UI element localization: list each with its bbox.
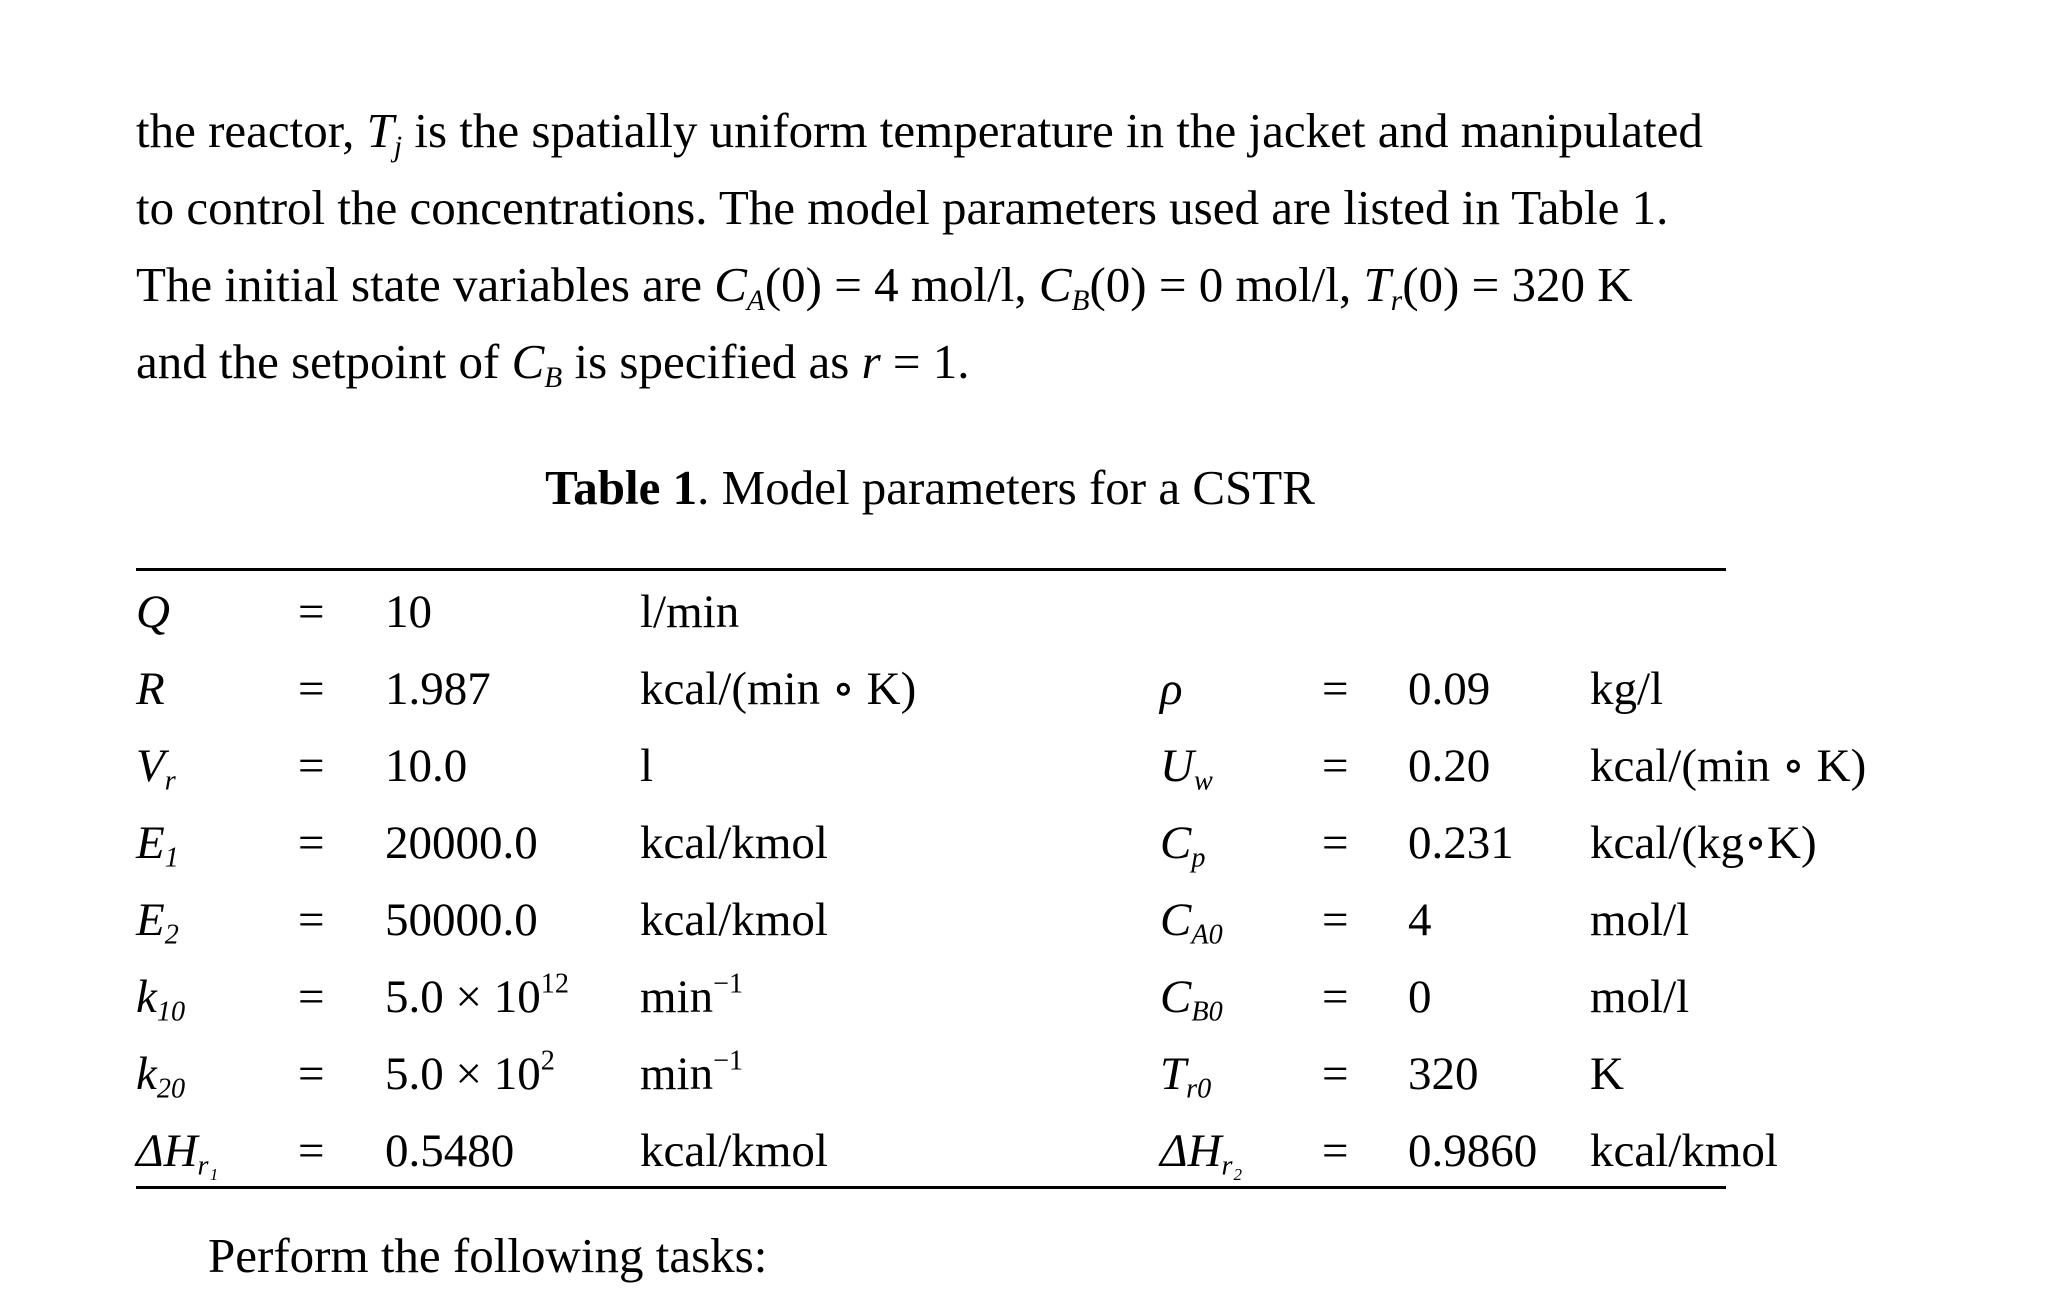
table-caption (0, 458, 1860, 518)
text-run: and the setpoint of (136, 334, 512, 389)
equals-sign: = (298, 586, 325, 638)
equals-sign: = (1322, 894, 1349, 946)
math-symbol: C (1038, 257, 1072, 312)
param-unit: $\min^{-1}$ (640, 968, 744, 1023)
math-symbol: C (714, 257, 747, 312)
param-unit: kcal/kmol (640, 1125, 828, 1177)
param-value: 20000.0 (385, 817, 538, 869)
param-symbol: $C_{B0}$ (1160, 971, 1223, 1028)
param-value: 0.9860 (1408, 1125, 1538, 1177)
math-symbol: r (861, 334, 881, 389)
param-symbol: $E_1$ (136, 817, 179, 874)
equals-sign: = (298, 663, 325, 715)
math-subscript: r (1390, 284, 1403, 317)
param-value: $5.0 \times 10^2$ (385, 1045, 555, 1100)
text-run: (0) = 320 K (1402, 257, 1633, 312)
text-run: = 1. (880, 334, 970, 389)
equals-sign: = (1322, 971, 1349, 1023)
param-value: 10 (385, 586, 432, 638)
param-value: 0 (1408, 971, 1432, 1023)
param-value: 10.0 (385, 740, 468, 792)
param-unit: kcal/kmol (640, 817, 828, 869)
param-unit: kcal/kmol (640, 894, 828, 946)
table-bottom-rule (136, 1186, 1726, 1189)
param-symbol: $V_r$ (136, 740, 176, 797)
math-symbol: T (1363, 257, 1391, 312)
param-symbol: Q (136, 586, 170, 638)
text-run: The initial state variables are (136, 257, 715, 312)
param-value: 4 (1408, 894, 1432, 946)
table-row (0, 728, 2046, 805)
param-unit: kg/l (1590, 663, 1664, 715)
param-unit: K (1590, 1048, 1624, 1100)
text-run: is the spatially uniform temperature in the jacket and manipulated (402, 103, 1703, 158)
equals-sign: = (298, 740, 325, 792)
equals-sign: = (1322, 1125, 1349, 1177)
text-run: (0) = 4 mol/l, (764, 257, 1039, 312)
param-symbol: $U_w$ (1160, 740, 1213, 797)
text-run: is specified as (562, 334, 862, 389)
math-symbol: T (366, 103, 394, 158)
equals-sign: = (1322, 663, 1349, 715)
param-symbol: $E_2$ (136, 894, 179, 951)
math-subscript: B (1071, 284, 1090, 317)
param-value: 1.987 (385, 663, 491, 715)
equals-sign: = (298, 1048, 325, 1100)
equals-sign: = (298, 894, 325, 946)
param-symbol: $\Delta H_{r_2}$ (1160, 1125, 1243, 1182)
table-row (0, 959, 2046, 1036)
param-value: 0.231 (1408, 817, 1514, 869)
param-symbol: R (136, 663, 165, 715)
param-value: 0.09 (1408, 663, 1491, 715)
param-symbol: $C_p$ (1160, 817, 1206, 874)
math-subscript: A (746, 284, 765, 317)
paragraph-line-2: to control the concentrations. The model parameters used are listed in Table 1. (136, 180, 1669, 235)
param-symbol: $k_{20}$ (136, 1048, 186, 1105)
math-symbol: C (511, 334, 545, 389)
table-row (0, 1036, 2046, 1113)
table-row (0, 1113, 2046, 1190)
text-run: the reactor, (136, 103, 367, 158)
table-row (0, 574, 2046, 651)
param-symbol: $\Delta H_{r_1}$ (136, 1125, 219, 1182)
paragraph-line-3 (136, 246, 1856, 323)
param-symbol: ρ (1160, 663, 1183, 715)
equals-sign: = (1322, 1048, 1349, 1100)
param-unit: $\min^{-1}$ (640, 1045, 744, 1100)
param-unit: kcal/(min ∘ K) (640, 663, 917, 715)
paragraph-line-1 (136, 92, 1856, 169)
equals-sign: = (298, 817, 325, 869)
param-value: $5.0 \times 10^{12}$ (385, 968, 569, 1023)
equals-sign: = (1322, 740, 1349, 792)
math-subscript: B (544, 361, 563, 394)
param-unit: mol/l (1590, 894, 1690, 946)
param-value: 50000.0 (385, 894, 538, 946)
table-row (0, 805, 2046, 882)
table-caption-label: Table 1 (545, 460, 698, 515)
math-subscript: j (393, 130, 403, 163)
text-run: (0) = 0 mol/l, (1089, 257, 1364, 312)
param-unit: kcal/kmol (1590, 1125, 1778, 1177)
param-unit: l/min (640, 586, 740, 638)
param-symbol: $C_{A0}$ (1160, 894, 1223, 951)
parameter-table (0, 574, 2046, 1184)
param-unit: l (640, 740, 654, 792)
param-value: 0.20 (1408, 740, 1491, 792)
body-paragraph (136, 92, 1856, 400)
tasks-intro: Perform the following tasks: (208, 1228, 768, 1283)
table-top-rule (136, 568, 1726, 571)
param-value: 0.5480 (385, 1125, 515, 1177)
param-unit: mol/l (1590, 971, 1690, 1023)
equals-sign: = (298, 1125, 325, 1177)
table-row (0, 882, 2046, 959)
param-unit: kcal/(kg∘K) (1590, 817, 1817, 869)
paragraph-line-4 (136, 323, 1856, 400)
param-unit: kcal/(min ∘ K) (1590, 740, 1867, 792)
table-caption-text: . Model parameters for a CSTR (697, 460, 1315, 515)
param-symbol: $k_{10}$ (136, 971, 186, 1028)
equals-sign: = (298, 971, 325, 1023)
table-row (0, 651, 2046, 728)
param-value: 320 (1408, 1048, 1479, 1100)
param-symbol: $T_{r0}$ (1160, 1048, 1212, 1105)
equals-sign: = (1322, 817, 1349, 869)
